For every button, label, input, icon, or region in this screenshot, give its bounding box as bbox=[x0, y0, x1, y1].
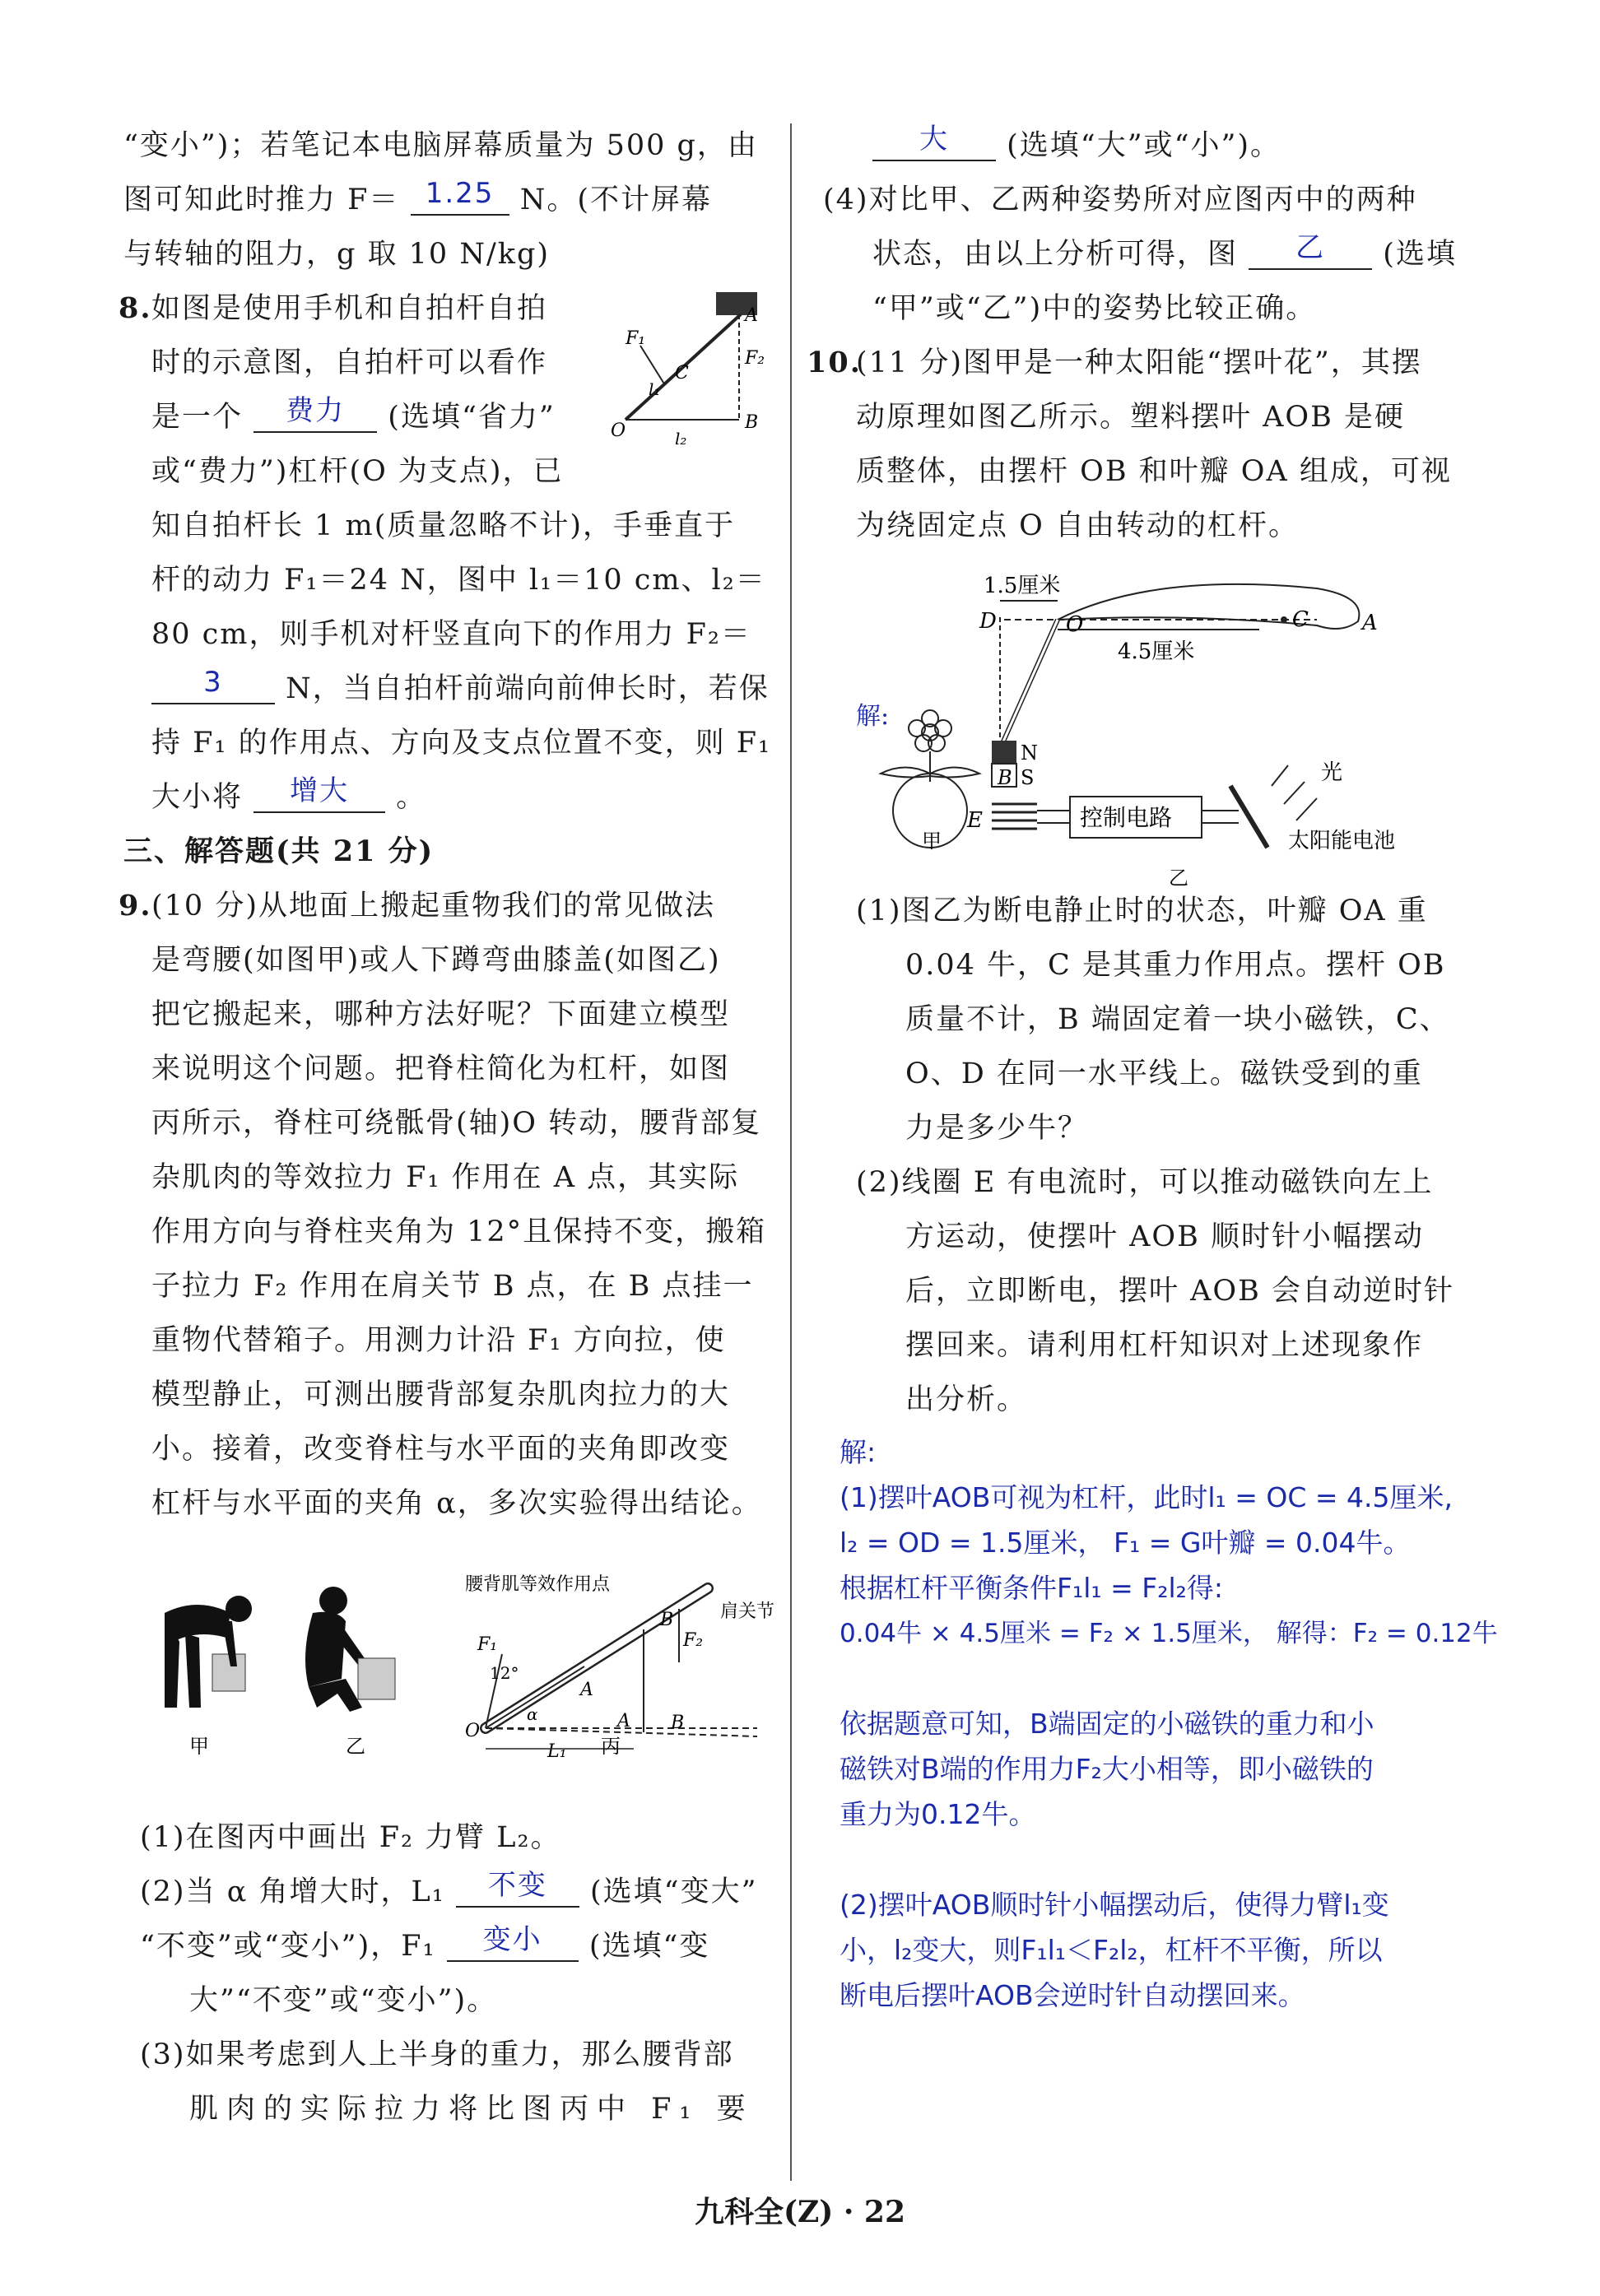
selfie-stick-figure bbox=[609, 288, 782, 453]
text-line: 质整体，由摆杆 OB 和叶瓣 OA 组成，可视 bbox=[856, 455, 1452, 488]
label-bing: 丙 bbox=[601, 1735, 621, 1758]
leaf-petal-shape bbox=[1058, 584, 1359, 629]
question-number: 10. bbox=[807, 346, 862, 379]
text-line: “甲”或“乙”)中的姿势比较正确。 bbox=[872, 292, 1317, 325]
svg-text:O: O bbox=[465, 1721, 481, 1741]
svg-text:A: A bbox=[617, 1711, 630, 1731]
solution-line: 小，l₂变大，则F₁l₁＜F₂l₂，杠杆不平衡，所以 bbox=[840, 1934, 1383, 1966]
text: (选填“变 bbox=[588, 1930, 710, 1963]
text-line: 为绕固定点 O 自由转动的杠杆。 bbox=[856, 509, 1299, 542]
svg-text:F₂: F₂ bbox=[745, 348, 765, 369]
label-muscle-point: 腰背肌等效作用点 bbox=[465, 1574, 611, 1595]
text-line: 时的示意图，自拍杆可以看作 bbox=[151, 346, 548, 379]
text-line bbox=[140, 1870, 757, 1914]
svg-text:B: B bbox=[998, 766, 1012, 789]
svg-text:A: A bbox=[580, 1680, 593, 1700]
text: 状态，由以上分析可得，图 bbox=[872, 238, 1239, 271]
svg-text:B: B bbox=[671, 1713, 685, 1733]
lifting-figure bbox=[140, 1564, 782, 1761]
text-line: (3)如果考虑到人上半身的重力，那么腰背部 bbox=[140, 2038, 734, 2071]
svg-text:l₁: l₁ bbox=[649, 379, 661, 399]
flower-pot bbox=[881, 710, 979, 848]
text-line: (11 分)图甲是一种太阳能“摆叶花”，其摆 bbox=[856, 346, 1422, 379]
text-line: 0.04 牛，C 是其重力作用点。摆杆 OB bbox=[905, 949, 1446, 982]
text: (选填“省力” bbox=[388, 401, 556, 434]
label-jia: 甲 bbox=[922, 830, 942, 853]
text-line bbox=[151, 395, 556, 439]
text-line: 把它搬起来，哪种方法好呢？下面建立模型 bbox=[151, 998, 731, 1031]
person-squatting bbox=[305, 1587, 395, 1712]
text-line: 杆的动力 F₁＝24 N，图中 l₁＝10 cm、l₂＝ bbox=[151, 564, 766, 597]
text-line: 方运动，使摆叶 AOB 顺时针小幅摆动 bbox=[905, 1220, 1424, 1253]
text-line bbox=[151, 775, 426, 820]
label-1-5cm: 1.5厘米 bbox=[984, 574, 1061, 598]
text: (选填“大”或“小”)。 bbox=[1007, 129, 1281, 162]
text: (2)当 α 角增大时，L₁ bbox=[140, 1875, 445, 1908]
answer-blank[interactable]: 费力 bbox=[253, 395, 377, 433]
handwritten-jie: 解: bbox=[856, 702, 890, 731]
text-line: 后，立即断电，摆叶 AOB 会自动逆时针 bbox=[905, 1275, 1454, 1308]
solution-line: 重力为0.12牛。 bbox=[840, 1798, 1036, 1830]
section-heading: 三、解答题(共 21 分) bbox=[123, 834, 435, 868]
answer-blank[interactable]: 变小 bbox=[447, 1924, 579, 1962]
svg-text:A: A bbox=[1362, 611, 1378, 635]
text-line: 小。接着，改变脊柱与水平面的夹角即改变 bbox=[151, 1433, 731, 1466]
text-line: (10 分)从地面上搬起重物我们的常见做法 bbox=[151, 890, 715, 923]
answer-blank[interactable]: 乙 bbox=[1249, 232, 1372, 270]
flower-figure bbox=[856, 564, 1498, 890]
text-line: 来说明这个问题。把脊柱简化为杠杆，如图 bbox=[151, 1053, 731, 1085]
text-line: 重物代替箱子。用测力计沿 F₁ 方向拉，使 bbox=[151, 1324, 726, 1357]
text: N。(不计屏幕 bbox=[519, 184, 712, 216]
text-line: 动原理如图乙所示。塑料摆叶 AOB 是硬 bbox=[856, 401, 1405, 434]
text-line: (1)在图丙中画出 F₂ 力臂 L₂。 bbox=[140, 1821, 561, 1854]
text-line: 摆回来。请利用杠杆知识对上述现象作 bbox=[905, 1329, 1424, 1362]
text-line: 作用方向与脊柱夹角为 12°且保持不变，搬箱 bbox=[151, 1215, 767, 1248]
question-number: 8. bbox=[119, 291, 152, 325]
svg-text:F₂: F₂ bbox=[683, 1630, 704, 1651]
solution-line: 磁铁对B端的作用力F₂大小相等，即小磁铁的 bbox=[840, 1753, 1374, 1785]
solution-line: l₂ = OD = 1.5厘米， F₁ = G叶瓣 = 0.04牛。 bbox=[840, 1527, 1411, 1559]
text-line: 持 F₁ 的作用点、方向及支点位置不变，则 F₁ bbox=[151, 727, 772, 760]
text-line: 杠杆与水平面的夹角 α，多次实验得出结论。 bbox=[151, 1487, 762, 1520]
svg-text:D: D bbox=[979, 609, 997, 634]
question-number: 9. bbox=[119, 889, 152, 923]
svg-text:α: α bbox=[527, 1704, 538, 1724]
solution-line: 根据杠杆平衡条件F₁l₁ = F₂l₂得: bbox=[840, 1572, 1223, 1604]
label-yi: 乙 bbox=[346, 1735, 365, 1758]
svg-text:N: N bbox=[1021, 741, 1038, 765]
text-line: (1)图乙为断电静止时的状态，叶瓣 OA 重 bbox=[856, 895, 1428, 927]
text: 图可知此时推力 F＝ bbox=[123, 184, 400, 216]
text-line: 80 cm，则手机对杆竖直向下的作用力 F₂＝ bbox=[151, 618, 751, 651]
answer-blank[interactable]: 3 bbox=[151, 667, 275, 704]
text-line: 大”“不变”或“变小”)。 bbox=[189, 1984, 498, 2017]
text: 。 bbox=[396, 781, 427, 814]
page-footer: 九科全(Z) · 22 bbox=[694, 2195, 906, 2229]
text-line: 与转轴的阻力，g 取 10 N/kg) bbox=[123, 238, 551, 271]
text-line: 如图是使用手机和自拍杆自拍 bbox=[151, 292, 548, 325]
svg-text:O: O bbox=[611, 421, 626, 441]
answer-blank[interactable]: 大 bbox=[872, 123, 996, 161]
svg-text:L₁: L₁ bbox=[547, 1741, 567, 1762]
column-divider bbox=[790, 123, 792, 2181]
magnet-n bbox=[992, 741, 1016, 764]
answer-blank[interactable]: 增大 bbox=[253, 775, 385, 813]
svg-text:O: O bbox=[1066, 612, 1084, 637]
text-line: 子拉力 F₂ 作用在肩关节 B 点，在 B 点挂一 bbox=[151, 1270, 754, 1303]
text-line: (4)对比甲、乙两种姿势所对应图丙中的两种 bbox=[823, 184, 1417, 216]
svg-text:E: E bbox=[967, 808, 983, 833]
text-line: 丙所示，脊柱可绕骶骨(轴)O 转动，腰背部复 bbox=[151, 1107, 762, 1140]
svg-text:A: A bbox=[745, 305, 758, 326]
text-line: O、D 在同一水平线上。磁铁受到的重 bbox=[905, 1057, 1423, 1090]
text-line: 或“费力”)杠杆(O 为支点)，已 bbox=[151, 455, 564, 488]
solution-line: 断电后摆叶AOB会逆时针自动摆回来。 bbox=[840, 1979, 1305, 2011]
text: 是一个 bbox=[151, 401, 244, 434]
label-yi: 乙 bbox=[1169, 867, 1188, 890]
text-line bbox=[123, 178, 712, 222]
solution-line: (2)摆叶AOB顺时针小幅摆动后，使得力臂l₁变 bbox=[840, 1889, 1389, 1921]
label-shoulder: 肩关节 bbox=[720, 1601, 775, 1622]
text-line: 杂肌肉的等效拉力 F₁ 作用在 A 点，其实际 bbox=[151, 1161, 740, 1194]
text-line: 肌肉的实际拉力将比图丙中 F₁ 要 bbox=[189, 2093, 754, 2126]
solution-line: 依据题意可知，B端固定的小磁铁的重力和小 bbox=[840, 1708, 1374, 1740]
svg-text:C: C bbox=[1292, 607, 1309, 632]
label-jia: 甲 bbox=[189, 1735, 209, 1758]
text-line bbox=[140, 1924, 709, 1968]
text: (选填 bbox=[1383, 238, 1457, 271]
text-line: “变小”)；若笔记本电脑屏幕质量为 500 g，由 bbox=[123, 129, 758, 162]
svg-text:C: C bbox=[675, 363, 689, 383]
lever-apparatus bbox=[966, 574, 1395, 853]
text-line: 模型静止，可测出腰背部复杂肌肉拉力的大 bbox=[151, 1378, 731, 1411]
text-line bbox=[872, 232, 1457, 277]
text-line: 知自拍杆长 1 m(质量忽略不计)，手垂直于 bbox=[151, 509, 736, 542]
text-line bbox=[151, 667, 770, 711]
answer-blank[interactable]: 1.25 bbox=[411, 178, 509, 216]
svg-text:F₁: F₁ bbox=[626, 328, 646, 349]
svg-text:B: B bbox=[745, 412, 759, 433]
solution-line: (1)摆叶AOB可视为杠杆，此时l₁ = OC = 4.5厘米, bbox=[840, 1481, 1453, 1513]
text: “不变”或“变小”)，F₁ bbox=[140, 1930, 436, 1963]
text-line: 出分析。 bbox=[905, 1383, 1028, 1416]
solution-line: 0.04牛 × 4.5厘米 = F₂ × 1.5厘米， 解得：F₂ = 0.12牛 bbox=[840, 1619, 1498, 1648]
person-bending bbox=[165, 1596, 252, 1708]
text: N，当自拍杆前端向前伸长时，若保 bbox=[286, 672, 770, 705]
text-line: 是弯腰(如图甲)或人下蹲弯曲膝盖(如图乙) bbox=[151, 944, 721, 977]
answer-blank[interactable]: 不变 bbox=[456, 1870, 579, 1908]
text-line bbox=[872, 123, 1281, 168]
text: (选填“变大” bbox=[590, 1875, 758, 1908]
svg-text:B: B bbox=[660, 1610, 674, 1630]
label-light: 光 bbox=[1321, 760, 1343, 785]
lever-diagram bbox=[465, 1574, 774, 1762]
svg-text:S: S bbox=[1021, 766, 1035, 789]
text-line: (2)线圈 E 有电流时，可以推动磁铁向左上 bbox=[856, 1166, 1434, 1199]
label-4-5cm: 4.5厘米 bbox=[1118, 639, 1195, 664]
text: 大小将 bbox=[151, 781, 244, 814]
label-control-circuit: 控制电路 bbox=[1080, 804, 1173, 831]
text-line: 质量不计，B 端固定着一块小磁铁，C、 bbox=[905, 1003, 1450, 1036]
label-solar-cell: 太阳能电池 bbox=[1288, 829, 1396, 853]
text-line: 力是多少牛？ bbox=[905, 1112, 1089, 1145]
svg-text:l₂: l₂ bbox=[675, 429, 687, 449]
svg-text:12°: 12° bbox=[490, 1663, 519, 1683]
solution-line: 解: bbox=[840, 1436, 877, 1468]
solar-panel bbox=[1230, 786, 1267, 848]
svg-text:F₁: F₁ bbox=[477, 1634, 498, 1655]
